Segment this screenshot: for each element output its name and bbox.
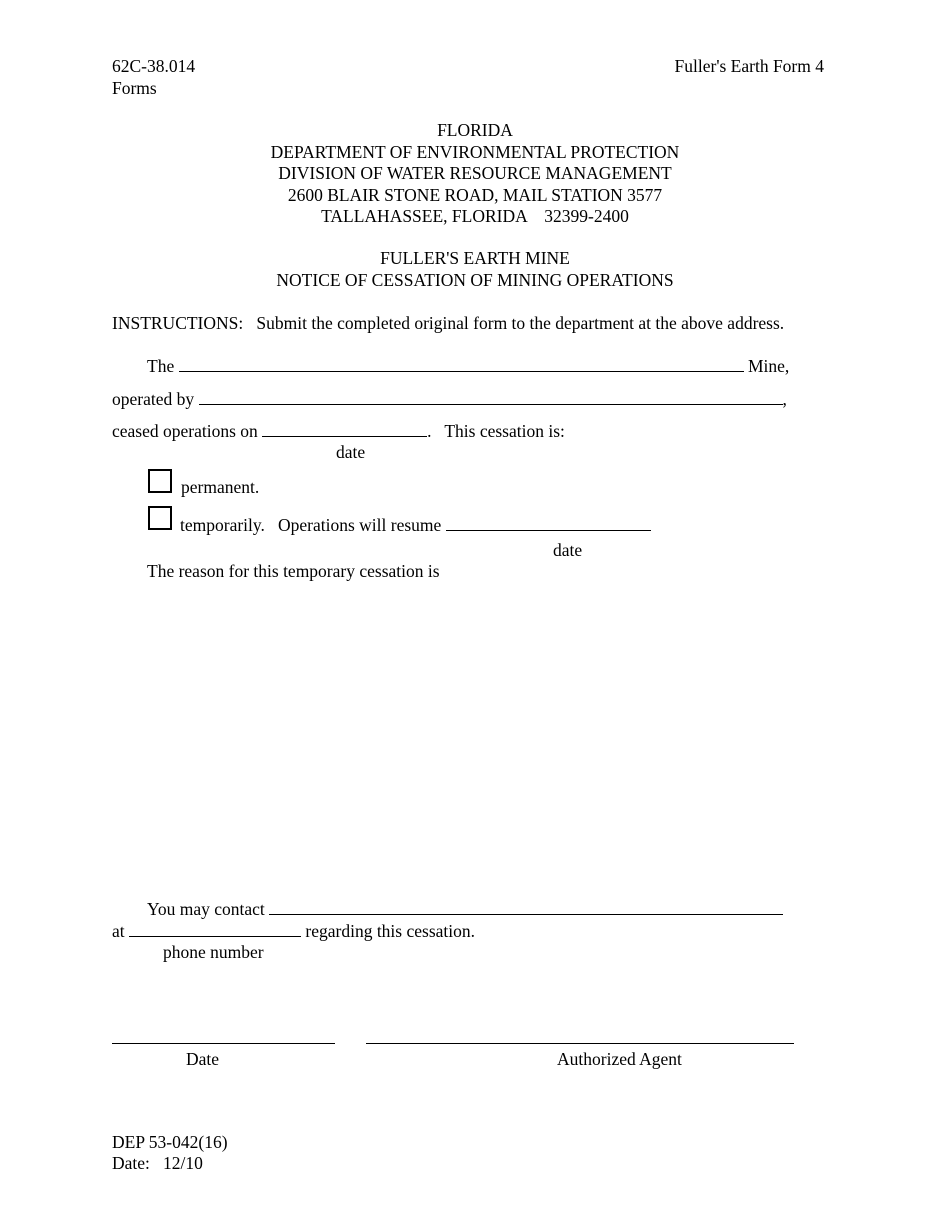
phone-field[interactable]: [129, 921, 301, 937]
mine-prefix: The: [147, 356, 175, 376]
phone-line: [112, 921, 475, 942]
ceased-suffix: . This cessation is:: [427, 421, 565, 441]
mine-line: [147, 356, 789, 377]
contact-prefix: You may contact: [147, 899, 265, 919]
footer-date-value: 12/10: [163, 1153, 203, 1173]
permanent-label: permanent.: [181, 477, 260, 497]
contact-line: [147, 899, 783, 920]
form-heading: [0, 248, 950, 291]
reason-text-area[interactable]: [147, 590, 827, 880]
footer-form-number: DEP 53-042(16): [112, 1132, 228, 1152]
signature-date-field[interactable]: [112, 1043, 335, 1044]
rule-number: 62C-38.014: [112, 56, 196, 76]
contact-name-field[interactable]: [269, 899, 783, 915]
signature-date-caption: Date: [186, 1049, 220, 1069]
temporary-line: [180, 515, 651, 536]
operator-suffix: ,: [782, 389, 787, 409]
authorized-agent-caption: Authorized Agent: [557, 1049, 682, 1069]
resume-date-caption: date: [553, 540, 583, 560]
agency-department: DEPARTMENT OF ENVIRONMENTAL PROTECTION: [270, 141, 680, 162]
resume-date-field[interactable]: [446, 515, 651, 531]
section-label: Forms: [112, 78, 157, 98]
instructions-label: INSTRUCTIONS:: [112, 313, 244, 333]
instructions-text: Submit the completed original form to the department at the above address.: [256, 313, 785, 333]
operator-prefix: operated by: [112, 389, 195, 409]
footer-date: [112, 1153, 203, 1174]
authorized-agent-field[interactable]: [366, 1043, 794, 1044]
instructions: [112, 313, 784, 334]
mine-suffix: Mine,: [747, 356, 790, 376]
operator-field[interactable]: [199, 389, 783, 405]
regarding-text: regarding this cessation.: [305, 921, 475, 941]
ceased-date-field[interactable]: [262, 421, 427, 437]
heading-line1: FULLER'S EARTH MINE: [380, 248, 570, 268]
ceased-date-caption: date: [336, 442, 366, 462]
agency-state: FLORIDA: [437, 120, 513, 140]
ceased-line: [112, 421, 565, 442]
temporary-checkbox[interactable]: [148, 506, 172, 530]
footer-date-label: Date:: [112, 1153, 150, 1173]
heading-line2: NOTICE OF CESSATION OF MINING OPERATIONS: [276, 269, 674, 290]
permanent-checkbox[interactable]: [148, 469, 172, 493]
form-title: Fuller's Earth Form 4: [674, 56, 824, 76]
agency-address-line2: TALLAHASSEE, FLORIDA 32399-2400: [321, 206, 629, 226]
agency-address-line1: 2600 BLAIR STONE ROAD, MAIL STATION 3577: [287, 184, 663, 205]
mine-name-field[interactable]: [179, 356, 744, 372]
temporary-label: temporarily. Operations will resume: [180, 515, 442, 535]
agency-division: DIVISION OF WATER RESOURCE MANAGEMENT: [278, 163, 672, 183]
reason-label: The reason for this temporary cessation is: [147, 561, 440, 581]
ceased-prefix: ceased operations on: [112, 421, 258, 441]
at-prefix: at: [112, 921, 125, 941]
phone-caption: phone number: [163, 942, 264, 962]
operator-line: [112, 389, 787, 410]
agency-block: [0, 120, 950, 228]
